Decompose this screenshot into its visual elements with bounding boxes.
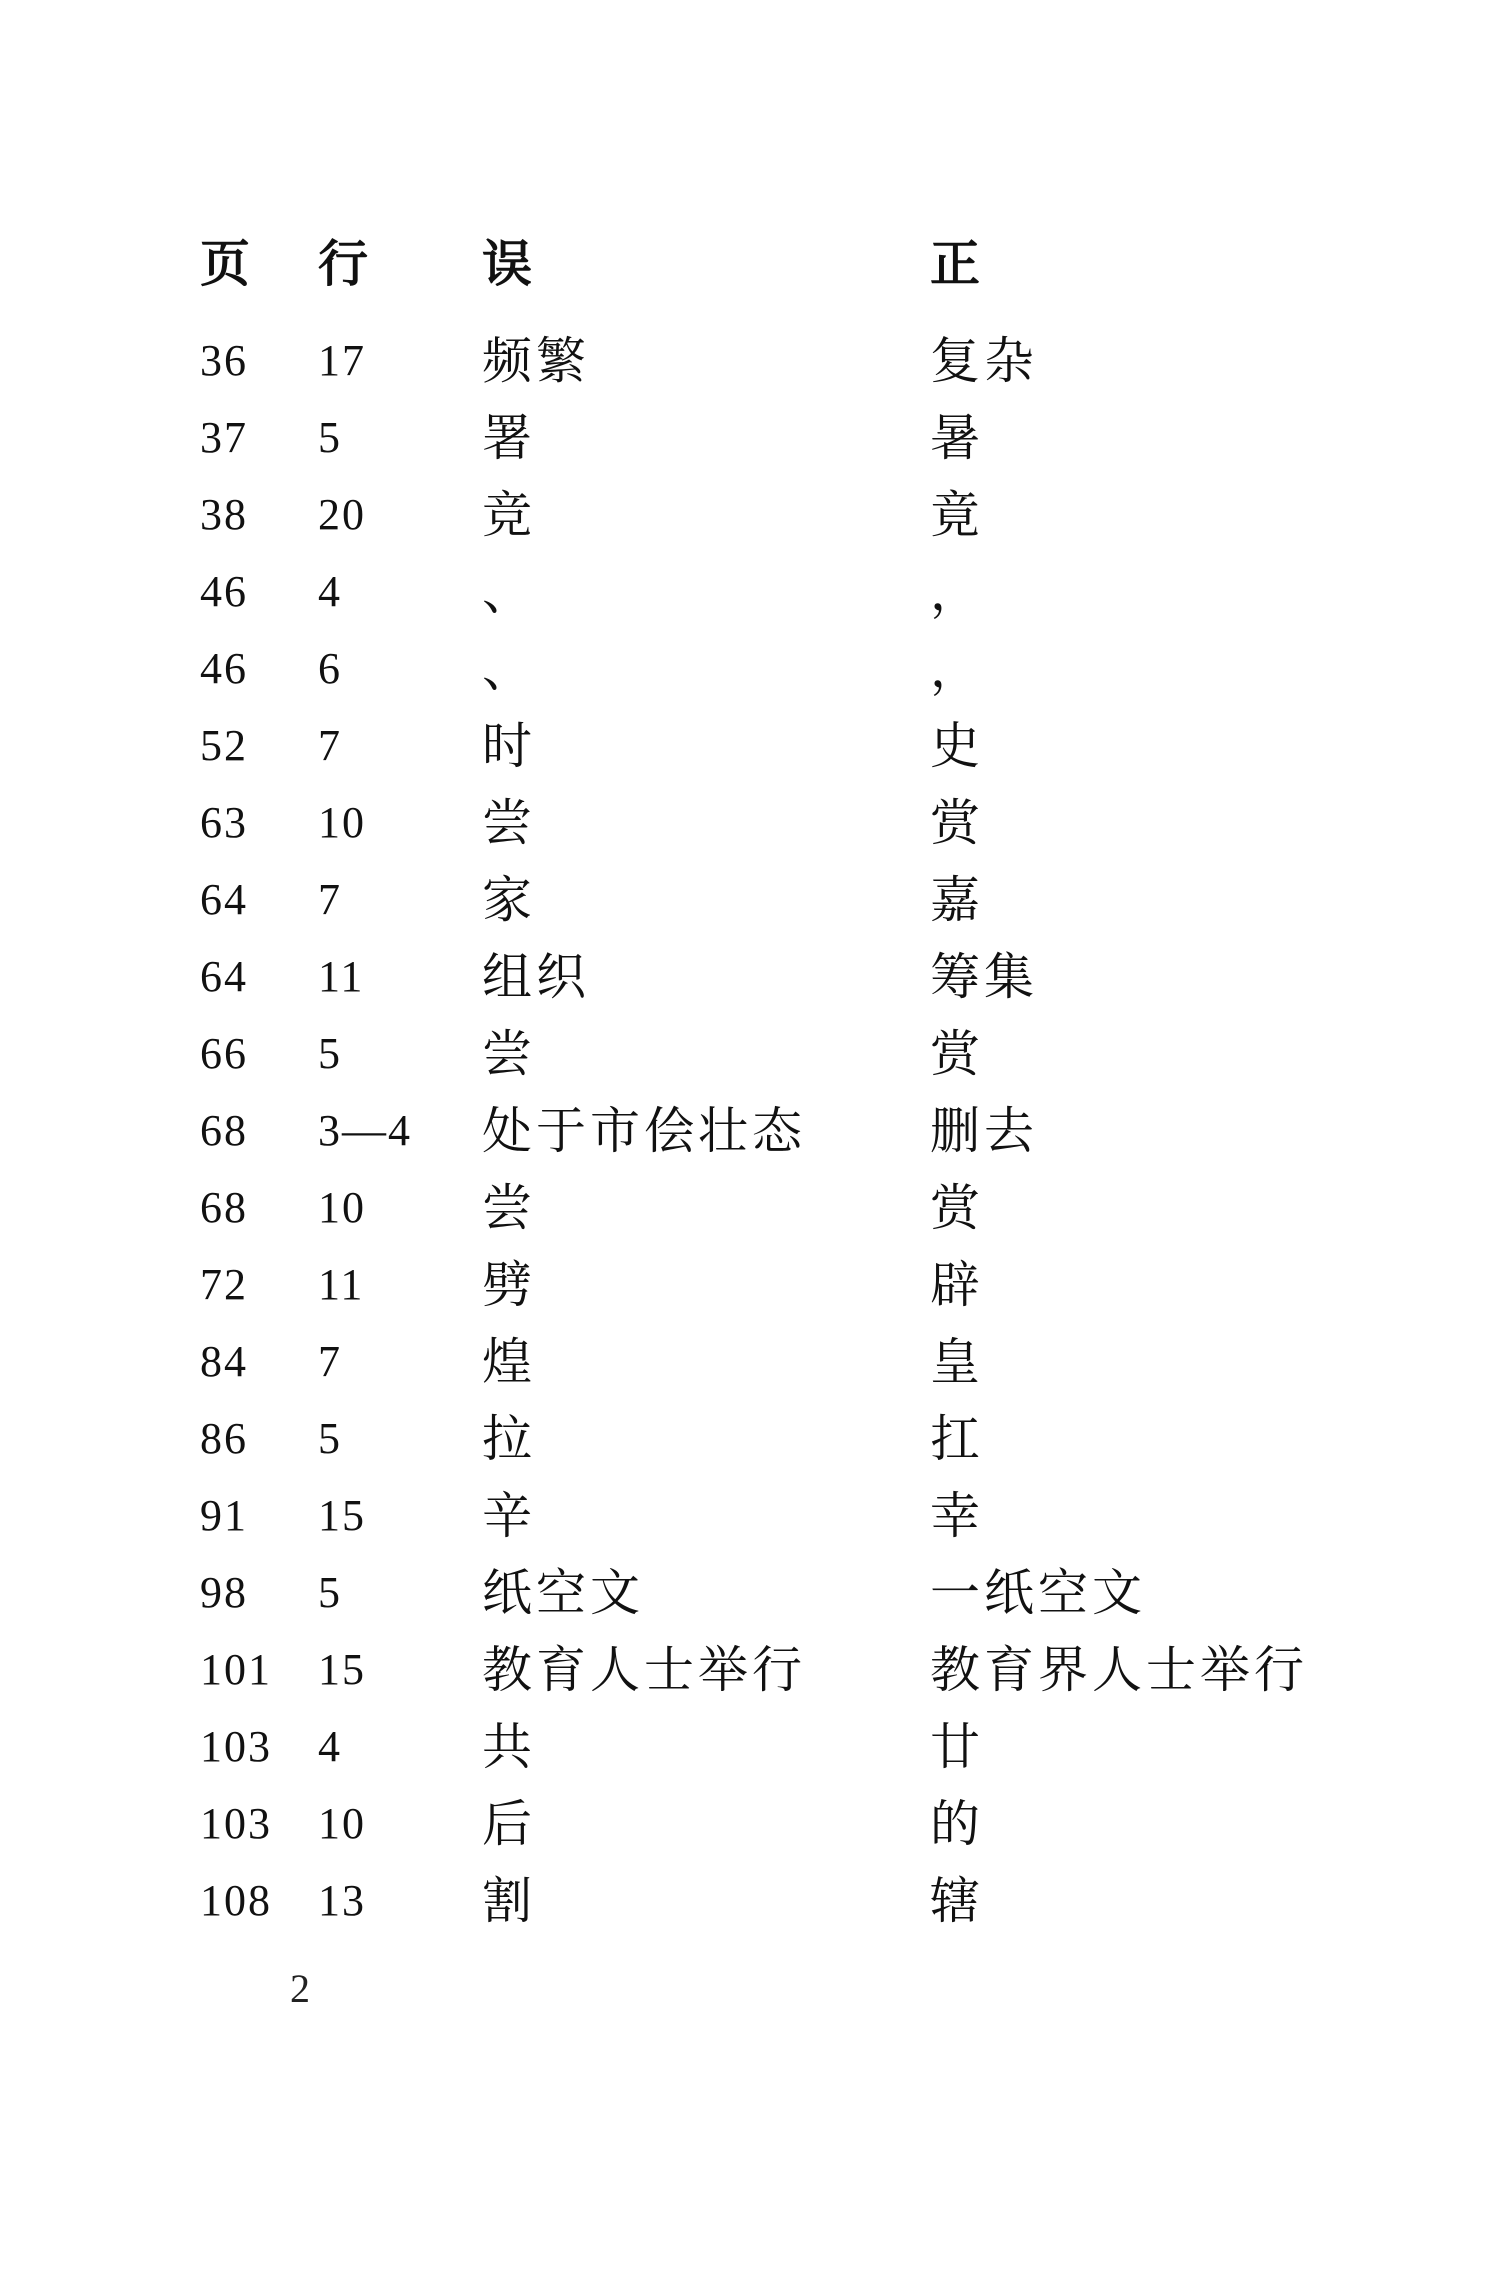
row-page: 101	[200, 1645, 272, 1694]
row-right: 嘉	[930, 871, 984, 929]
errata-row	[0, 402, 1489, 474]
row-right: 辟	[930, 1256, 984, 1314]
row-line: 11	[318, 1260, 365, 1309]
row-wrong: 、	[482, 563, 536, 621]
errata-row	[0, 864, 1489, 936]
row-line: 15	[318, 1645, 366, 1694]
row-right: 皇	[930, 1333, 984, 1391]
row-page: 37	[200, 413, 248, 462]
row-page: 68	[200, 1106, 248, 1155]
row-right: 的	[930, 1795, 984, 1853]
row-page: 63	[200, 798, 248, 847]
row-right: 一纸空文	[930, 1564, 1146, 1622]
errata-row	[0, 325, 1489, 397]
row-line: 7	[318, 721, 342, 770]
row-line: 5	[318, 1568, 342, 1617]
row-right: 辖	[930, 1872, 984, 1930]
row-line: 7	[318, 875, 342, 924]
row-page: 72	[200, 1260, 248, 1309]
row-wrong: 家	[482, 871, 536, 929]
row-wrong: 割	[482, 1872, 536, 1930]
row-right: 廿	[930, 1718, 984, 1776]
row-right: 删去	[930, 1102, 1038, 1160]
header-wrong: 误	[482, 235, 532, 293]
row-wrong: 尝	[482, 794, 536, 852]
row-right: 扛	[930, 1410, 984, 1468]
row-wrong: 教育人士举行	[482, 1641, 806, 1699]
row-right: 赏	[930, 1179, 984, 1237]
errata-row	[0, 1557, 1489, 1629]
row-wrong: 劈	[482, 1256, 536, 1314]
row-right: 赏	[930, 794, 984, 852]
row-right: 幸	[930, 1487, 984, 1545]
row-page: 64	[200, 875, 248, 924]
row-wrong: 共	[482, 1718, 536, 1776]
errata-row	[0, 1172, 1489, 1244]
row-line: 15	[318, 1491, 366, 1540]
row-wrong: 后	[482, 1795, 536, 1853]
errata-row	[0, 1018, 1489, 1090]
row-wrong: 煌	[482, 1333, 536, 1391]
row-line: 13	[318, 1876, 366, 1925]
errata-row	[0, 1326, 1489, 1398]
header-right: 正	[930, 235, 980, 293]
row-wrong: 处于市侩壮态	[482, 1102, 806, 1160]
row-wrong: 时	[482, 717, 536, 775]
errata-row	[0, 1249, 1489, 1321]
row-right: 赏	[930, 1025, 984, 1083]
row-wrong: 尝	[482, 1025, 536, 1083]
row-line: 17	[318, 336, 366, 385]
row-right: ，	[930, 640, 984, 698]
row-page: 103	[200, 1799, 272, 1848]
row-right: 史	[930, 717, 984, 775]
row-line: 5	[318, 1029, 342, 1078]
row-wrong: 尝	[482, 1179, 536, 1237]
errata-row	[0, 1788, 1489, 1860]
row-wrong: 、	[482, 640, 536, 698]
row-line: 5	[318, 413, 342, 462]
row-wrong: 署	[482, 409, 536, 467]
row-page: 46	[200, 644, 248, 693]
row-wrong: 辛	[482, 1487, 536, 1545]
page-number: 2	[290, 1966, 310, 2011]
row-wrong: 纸空文	[482, 1564, 644, 1622]
row-right: 竟	[930, 486, 984, 544]
row-line: 10	[318, 1183, 366, 1232]
row-page: 84	[200, 1337, 248, 1386]
row-right: 复杂	[930, 332, 1038, 390]
row-line: 6	[318, 644, 342, 693]
row-wrong: 拉	[482, 1410, 536, 1468]
errata-row	[0, 1095, 1489, 1167]
header-page: 页	[200, 235, 250, 293]
header-line: 行	[318, 235, 368, 293]
row-page: 91	[200, 1491, 248, 1540]
row-page: 98	[200, 1568, 248, 1617]
row-line: 11	[318, 952, 365, 1001]
row-wrong: 竞	[482, 486, 536, 544]
errata-row	[0, 941, 1489, 1013]
row-line: 4	[318, 1722, 342, 1771]
row-page: 46	[200, 567, 248, 616]
errata-row	[0, 710, 1489, 782]
row-line: 20	[318, 490, 366, 539]
row-page: 108	[200, 1876, 272, 1925]
row-line: 4	[318, 567, 342, 616]
errata-row	[0, 1865, 1489, 1937]
errata-row	[0, 1711, 1489, 1783]
row-page: 52	[200, 721, 248, 770]
row-page: 66	[200, 1029, 248, 1078]
row-right: 教育界人士举行	[930, 1641, 1308, 1699]
row-page: 64	[200, 952, 248, 1001]
errata-row	[0, 1480, 1489, 1552]
row-line: 10	[318, 1799, 366, 1848]
row-line: 10	[318, 798, 366, 847]
row-page: 86	[200, 1414, 248, 1463]
row-wrong: 组织	[482, 948, 590, 1006]
row-line: 5	[318, 1414, 342, 1463]
errata-row	[0, 479, 1489, 551]
errata-row	[0, 1403, 1489, 1475]
row-page: 38	[200, 490, 248, 539]
row-wrong: 频繁	[482, 332, 590, 390]
row-line: 3—4	[318, 1106, 412, 1155]
errata-row	[0, 633, 1489, 705]
errata-row	[0, 787, 1489, 859]
row-right: 筹集	[930, 948, 1038, 1006]
row-page: 36	[200, 336, 248, 385]
errata-header-row	[0, 228, 1489, 300]
row-line: 7	[318, 1337, 342, 1386]
row-right: 暑	[930, 409, 984, 467]
row-right: ，	[930, 563, 984, 621]
row-page: 103	[200, 1722, 272, 1771]
row-page: 68	[200, 1183, 248, 1232]
errata-row	[0, 556, 1489, 628]
errata-row	[0, 1634, 1489, 1706]
